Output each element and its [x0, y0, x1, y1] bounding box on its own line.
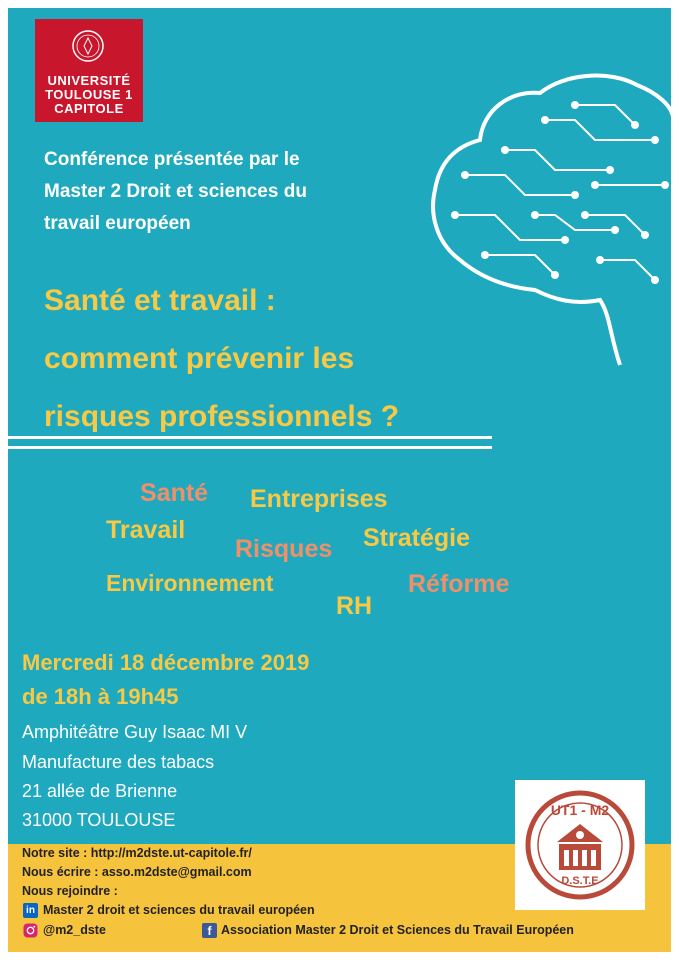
- logo-line-1: UNIVERSITÉ: [47, 73, 131, 88]
- intro-line-2: Master 2 Droit et sciences du: [44, 181, 307, 202]
- university-logo: [35, 19, 143, 122]
- footer-site: Notre site : http://m2dste.ut-capitole.fr/: [22, 846, 252, 860]
- divider-line-2: [8, 446, 492, 449]
- title-line-1: Santé et travail :: [44, 284, 276, 317]
- instagram-link[interactable]: @m2_dste: [43, 923, 106, 937]
- university-seal-icon: [71, 29, 105, 63]
- keyword-entreprises: Entreprises: [250, 485, 388, 513]
- address-line-3: 21 allée de Brienne: [22, 781, 178, 801]
- divider-line-1: [8, 436, 492, 439]
- keyword-strategie: Stratégie: [363, 524, 470, 552]
- dste-stamp-logo: [515, 780, 645, 910]
- footer-join: Nous rejoindre :: [22, 884, 118, 898]
- keyword-rh: RH: [336, 592, 373, 620]
- dste-building-icon: [515, 780, 645, 910]
- logo-line-3: CAPITOLE: [54, 101, 124, 116]
- conference-title: [44, 272, 564, 446]
- address-line-1: Amphitéâtre Guy Isaac MI V: [22, 722, 248, 742]
- keyword-sante: Santé: [140, 479, 209, 507]
- title-line-2: comment prévenir les: [44, 342, 355, 375]
- facebook-link[interactable]: Association Master 2 Droit et Sciences du Travail Européen: [221, 923, 574, 937]
- linkedin-link[interactable]: Master 2 droit et sciences du travail européen: [43, 903, 315, 917]
- keyword-travail: Travail: [106, 516, 186, 544]
- facebook-icon[interactable]: f: [202, 923, 217, 938]
- event-time: de 18h à 19h45: [22, 684, 179, 709]
- intro-line-3: travail européen: [44, 213, 191, 234]
- stamp-bottom-text: D.S.T.E: [561, 875, 599, 887]
- stamp-top-text: UT1 - M2: [550, 802, 610, 818]
- address-line-4: 31000 TOULOUSE: [22, 810, 176, 830]
- event-date: Mercredi 18 décembre 2019: [22, 650, 310, 675]
- conference-intro: [44, 144, 424, 240]
- address-line-2: Manufacture des tabacs: [22, 752, 215, 772]
- linkedin-icon[interactable]: in: [23, 903, 38, 918]
- footer-email: Nous écrire : asso.m2dste@gmail.com: [22, 865, 252, 879]
- title-line-3: risques professionnels ?: [44, 400, 400, 433]
- instagram-icon[interactable]: [23, 923, 38, 938]
- keyword-environnement: Environnement: [106, 570, 274, 596]
- intro-line-1: Conférence présentée par le: [44, 149, 300, 170]
- keyword-reforme: Réforme: [408, 570, 510, 598]
- logo-line-2: TOULOUSE 1: [45, 87, 133, 102]
- keyword-risques: Risques: [235, 535, 333, 563]
